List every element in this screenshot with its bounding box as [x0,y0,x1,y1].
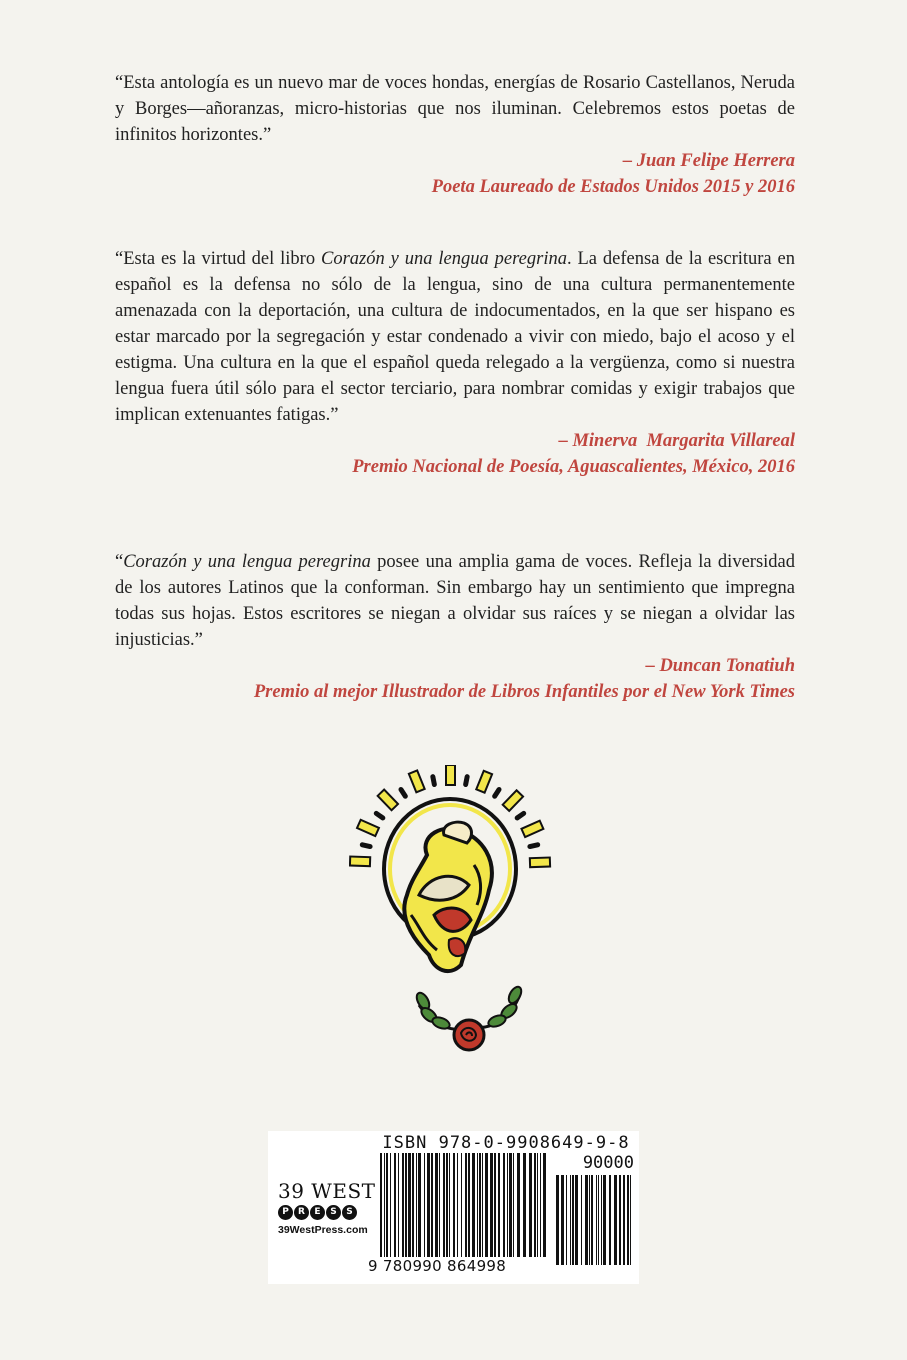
barcode-bar [449,1153,450,1265]
quote-1 [115,70,795,200]
barcode-bar [589,1175,590,1265]
quote-2-text-before: “Esta es la virtud del libro [115,249,321,269]
barcode-bar [427,1153,430,1265]
quote-1-text: “Esta antología es un nuevo mar de voces hondas, energías de Rosario Castellanos, Neruda y Borges—añoranzas, micro-historias que nos iluminan. Celebremos estos poetas de infinitos horizontes.” [115,73,795,145]
barcode-bar [443,1153,445,1265]
barcode-bar [585,1175,588,1265]
quote-3-author: – Duncan Tonatiuh [645,656,795,676]
barcode-bar [517,1153,520,1265]
barcode-bar [468,1153,470,1265]
barcode-panel [268,1131,639,1284]
quote-3-text [115,549,795,653]
quote-1-credential: Poeta Laureado de Estados Unidos 2015 y 2016 [431,177,795,197]
quote-2-book-title: Corazón y una lengua peregrina [321,249,567,269]
ean-digits: 9 780990 864998 [368,1257,548,1275]
sacred-heart-icon [349,765,559,1065]
quote-2 [115,246,795,480]
barcode-bar [513,1153,514,1265]
publisher-logo [278,1179,378,1236]
quote-3-text-after: posee una amplia gama de voces. Refleja la diversidad de los autores Latinos que la conforman. Sin embargo hay un sentimiento que impregna todas sus hojas. Estos escritores se niegan a olvidar sus raíces y se niegan a olvidar las injusticias.” [115,552,795,650]
barcode-bar [498,1153,500,1265]
barcode-bar [598,1175,599,1265]
barcode-bar [543,1153,546,1265]
quote-2-author: – Minerva Margarita Villareal [558,431,795,451]
quote-3-attribution [115,653,795,705]
barcode-bar [453,1153,455,1265]
barcode-bar [575,1175,578,1265]
barcode-bar [380,1153,382,1265]
barcode-bar [537,1153,538,1265]
press-letter: R [294,1205,309,1220]
barcode-bar [479,1153,481,1265]
barcode-bar [390,1153,391,1265]
barcode-bar [623,1175,625,1265]
barcode-bar [601,1175,602,1265]
barcode-bar [556,1175,559,1265]
barcode-bar [603,1175,606,1265]
barcode-bar [523,1153,526,1265]
quote-2-text [115,246,795,428]
barcode-bar [405,1153,407,1265]
barcode-bar [412,1153,414,1265]
barcode-bar [461,1153,462,1265]
quote-3-credential: Premio al mejor Illustrador de Libros Infantiles por el New York Times [253,682,795,702]
barcode-bar [509,1153,512,1265]
barcode-bar [490,1153,493,1265]
barcode-bar [424,1153,425,1265]
press-letter: S [342,1205,357,1220]
quote-2-credential: Premio Nacional de Poesía, Aguascalientes, México, 2016 [352,457,795,477]
barcode-bar [384,1153,385,1265]
barcode-bar [418,1153,421,1265]
barcode-bar [534,1153,536,1265]
addon-barcode [554,1175,634,1265]
quote-2-attribution [115,428,795,480]
barcode-bar [398,1153,399,1265]
barcode-bar [408,1153,411,1265]
price-code: 90000 [582,1153,634,1173]
press-letter: S [326,1205,341,1220]
quote-3-text-before: “ [115,552,124,572]
barcode-bar [507,1153,508,1265]
barcode-bar [630,1175,631,1265]
barcode-bar [446,1153,448,1265]
quote-1-author: – Juan Felipe Herrera [622,151,795,171]
barcode-bar [465,1153,467,1265]
barcode-bar [503,1153,505,1265]
barcode-bar [591,1175,593,1265]
barcode-bar [477,1153,478,1265]
barcode-bar [386,1153,388,1265]
quote-2-text-after: . La defensa de la escritura en español es la defensa no sólo de la lengua, sino de una cultura permanentemente amenazada con la deportación, una cultura de indocumentados, en la que ser hispano es estar marcado por la segregación y estar condenado a vivir con miedo, bajo el acoso y el estigma. Una cultura en la que el español queda relegado a la vergüenza, como si nuestra lengua fuera útil sólo para el sector terciario, para nombrar comidas y exigir trabajos que implican extenuantes fatigas.” [115,249,795,425]
barcode-bar [540,1153,541,1265]
barcode-bar [614,1175,617,1265]
barcode-bar [627,1175,629,1265]
barcode-bar [435,1153,438,1265]
publisher-url: 39WestPress.com [278,1224,368,1236]
barcode-bar [416,1153,417,1265]
barcode-bar [572,1175,574,1265]
barcode-bar [402,1153,404,1265]
publisher-press-mark [278,1205,378,1220]
barcode-bar [482,1153,483,1265]
barcode-bar [561,1175,564,1265]
quote-3 [115,549,795,705]
quote-1-attribution [115,148,795,200]
barcode-bar [529,1153,532,1265]
barcode-bar [596,1175,597,1265]
isbn-label: ISBN 978-0-9908649-9-8 [382,1133,630,1153]
barcode-bar [439,1153,440,1265]
barcode-bar [457,1153,458,1265]
quote-3-book-title: Corazón y una lengua peregrina [123,552,371,572]
press-letter: E [310,1205,325,1220]
barcode-bar [494,1153,496,1265]
barcode-bar [619,1175,621,1265]
press-letter: P [278,1205,293,1220]
ean-barcode [378,1153,550,1265]
barcode-bar [394,1153,396,1265]
barcode-bar [485,1153,488,1265]
barcode-bar [431,1153,433,1265]
barcode-bar [472,1153,475,1265]
barcode-bar [570,1175,571,1265]
barcode-bar [609,1175,611,1265]
publisher-name: 39 WEST [278,1179,376,1203]
barcode-bar [581,1175,582,1265]
barcode-bar [566,1175,567,1265]
